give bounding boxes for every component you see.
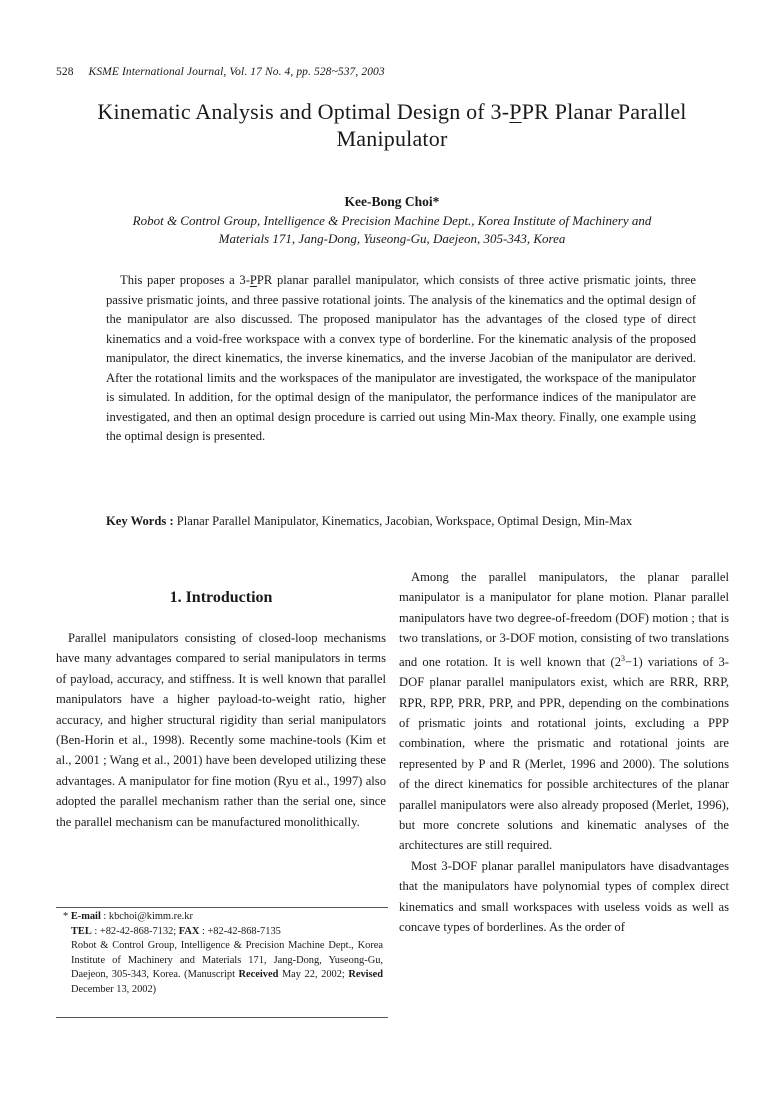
footnote-bottom-divider xyxy=(56,1017,388,1018)
abstract xyxy=(106,271,696,447)
right-column xyxy=(399,567,729,938)
revised-date: December 13, 2002) xyxy=(71,983,157,995)
title-line1-prefix: Kinematic Analysis and Optimal Design of 3- xyxy=(97,99,510,124)
keywords-label: Key Words : xyxy=(106,514,174,528)
superscript: 3 xyxy=(621,653,626,663)
paragraph-text: Among the parallel manipulators, the planar parallel manipulator is a manipulator for plane motion. Planar parallel manipulators have two degree-of-freedom (DOF) motion ; that is two translations, or 3-DOF motion, consisting of two translations and one rotation. It is well known that (2 xyxy=(399,570,729,669)
title-underlined-p: P xyxy=(509,99,522,124)
abstract-body: PR planar parallel manipulator, which consists of three active prismatic joints, three passive prismatic joints, and three passive rotational joints. The analysis of the kinematics and the optimal design of the manipulator are also discussed. The proposed manipulator has the advantages of the closed type of direct kinematics and a void-free workspace with a convex type of borderline. For the kinematic analysis of the proposed manipulator, the direct kinematics, the inverse kinematics, and the inverse Jacobian of the manipulator are derived. After the rotational limits and the workspaces of the manipulator are investigated, the workspace of the manipulator is simulated. In addition, for the optimal design of the manipulator, the performance indices of the manipulator are investigated, and then an optimal design procedure is carried out using Min-Max theory. Finally, one example using the optimal design is presented. xyxy=(106,273,696,443)
footnote xyxy=(63,910,383,998)
abstract-prefix: This paper proposes a 3- xyxy=(120,273,250,287)
body-paragraph: Most 3-DOF planar parallel manipulators have disadvantages that the manipulators have polynomial types of complex direct kinematics and small workspaces with useless voids as well as concave types of borderlines. As the order of xyxy=(399,858,729,935)
abstract-paragraph xyxy=(106,271,696,447)
running-head xyxy=(56,66,385,78)
journal-citation: KSME International Journal, Vol. 17 No. 4, pp. 528~537, 2003 xyxy=(88,66,385,78)
author-name: Kee-Bong Choi* xyxy=(344,194,440,209)
footnote-contact-block xyxy=(63,925,383,998)
left-column xyxy=(56,628,386,832)
received-date: May 22, 2002; xyxy=(278,969,349,981)
section-heading: 1. Introduction xyxy=(169,589,273,606)
body-paragraph: Parallel manipulators consisting of closed-loop mechanisms have many advantages compared to serial manipulators in terms of payload, accuracy, and stiffness. It is well known that parallel manipulators have a higher payload-to-weight ratio, higher accuracy, and higher structural rigidity than serial manipulators (Ben-Horin et al., 1998). Recently some machine-tools (Kim et al., 2001 ; Wang et al., 2001) have been developed utilizing these advantages. A manipulator for fine motion (Ryu et al., 1997) also adopted the parallel mechanism rather than the serial one, since the parallel mechanism can be manufactured monolithically. xyxy=(56,631,386,829)
fax-value: : +82-42-868-7135 xyxy=(199,925,281,937)
footnote-marker: * xyxy=(63,911,69,922)
body-paragraph xyxy=(399,567,729,856)
footnote-email-line xyxy=(63,910,383,925)
footnote-divider xyxy=(56,907,388,908)
paragraph-text: −1) variations of 3-DOF planar parallel manipulators exist, which are RRR, RRP, RPR, RPP, PRR, PRP, and PPR, depending on the combinations of prismatic joints and rotational joints, excluding a PPP combination, where the prismatic and rotational joints are represented by P and R (Merlet, 1996 and 2000). The solutions of the direct kinematics for possible architectures of the planar parallel manipulators were also already proposed (Merlet, 1996), but more concrete solutions and kinematic analyses of the architectures are still required. xyxy=(399,654,730,853)
revised-label: Revised xyxy=(348,969,384,981)
footnote-address: Robot & Control Group, Intelligence & Precision Machine Dept., Korea Institute of Machinery and Materials 171, Jang-Dong, Yuseong-Gu, Daejeon, 305-343, Korea. xyxy=(71,940,383,981)
keywords-value: Planar Parallel Manipulator, Kinematics, Jacobian, Workspace, Optimal Design, Min-Max xyxy=(176,514,633,528)
fax-label: FAX xyxy=(178,925,200,937)
page-number: 528 xyxy=(56,66,74,78)
received-label: Received xyxy=(238,969,279,981)
email-label: E-mail xyxy=(70,911,101,922)
title-line2: Manipulator xyxy=(336,126,448,151)
affiliation-line1: Robot & Control Group, Intelligence & Precision Machine Dept., Korea Institute of Machinery and xyxy=(132,213,652,228)
paper-title xyxy=(40,98,744,152)
manuscript-prefix: (Manuscript xyxy=(180,969,239,981)
title-line1-suffix: PR Planar Parallel xyxy=(521,99,687,124)
tel-label: TEL xyxy=(71,925,92,937)
email-value: : kbchoi@kimm.re.kr xyxy=(100,911,193,922)
keywords xyxy=(106,512,706,531)
author-affiliation xyxy=(40,212,744,248)
tel-value: : +82-42-868-7132; xyxy=(91,925,179,937)
affiliation-line2: Materials 171, Jang-Dong, Yuseong-Gu, Daejeon, 305-343, Korea xyxy=(218,231,566,246)
abstract-underlined-p: P xyxy=(249,273,257,287)
